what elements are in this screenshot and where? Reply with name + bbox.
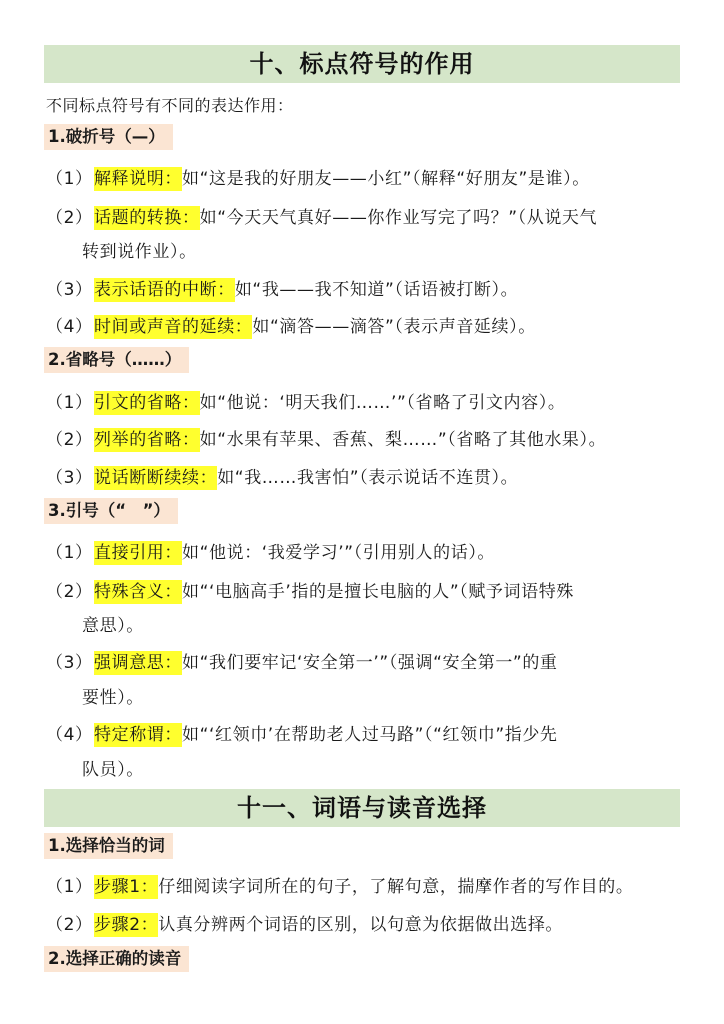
item-keyword: 特殊含义： xyxy=(94,582,182,602)
item-number: （3） xyxy=(46,280,93,300)
item-keyword: 步骤1： xyxy=(94,877,159,897)
item-number: （4） xyxy=(46,725,93,745)
item-text: 如“‘电脑高手’指的是擅长电脑的人”（赋予词语特殊 xyxy=(182,582,574,602)
item-text: 如“我们要牢记‘安全第一’”（强调“安全第一”的重 xyxy=(182,653,558,673)
item-text: 如“他说：‘我爱学习’”（引用别人的话）。 xyxy=(182,543,496,563)
item-text: 认真分辨两个词语的区别，以句意为依据做出选择。 xyxy=(158,915,564,935)
item-keyword: 直接引用： xyxy=(94,543,182,563)
list-item xyxy=(46,648,680,673)
item-number: （2） xyxy=(46,430,93,450)
item-keyword: 步骤2： xyxy=(94,915,159,935)
subsection-heading: 1.破折号（—） xyxy=(44,124,173,150)
item-number: （3） xyxy=(46,653,93,673)
item-number: （1） xyxy=(46,877,93,897)
subsection-heading: 2.选择正确的读音 xyxy=(44,946,189,972)
list-item xyxy=(46,164,680,189)
item-keyword: 话题的转换： xyxy=(94,208,200,228)
item-number: （3） xyxy=(46,468,93,488)
list-item xyxy=(46,910,680,935)
item-text: 如“今天天气真好——你作业写完了吗？”（从说天气 xyxy=(199,208,598,228)
item-text: 如“‘红领巾’在帮助老人过马路”（“红领巾”指少先 xyxy=(182,725,558,745)
item-continuation: 队员）。 xyxy=(82,760,144,780)
list-item xyxy=(46,425,680,450)
section-title: 十一、词语与读音选择 xyxy=(44,789,680,827)
item-keyword: 特定称谓： xyxy=(94,725,182,745)
subsection-heading: 3.引号（“ ”） xyxy=(44,498,178,524)
list-item xyxy=(46,275,680,300)
item-text: 如“滴答——滴答”（表示声音延续）。 xyxy=(252,317,536,337)
list-item xyxy=(46,388,680,413)
subsection-heading: 1.选择恰当的词 xyxy=(44,833,173,859)
item-text: 如“这是我的好朋友——小红”（解释“好朋友”是谁）。 xyxy=(182,169,590,189)
item-number: （1） xyxy=(46,543,93,563)
item-continuation: 意思）。 xyxy=(82,616,144,636)
item-number: （2） xyxy=(46,582,93,602)
item-number: （1） xyxy=(46,169,93,189)
list-item xyxy=(46,538,680,563)
item-text: 如“我——我不知道”（话语被打断）。 xyxy=(234,280,519,300)
item-keyword: 表示话语的中断： xyxy=(94,280,235,300)
item-continuation: 要性）。 xyxy=(82,688,144,708)
item-keyword: 引文的省略： xyxy=(94,393,200,413)
item-number: （2） xyxy=(46,915,93,935)
list-item xyxy=(46,720,680,745)
item-keyword: 解释说明： xyxy=(94,169,182,189)
item-number: （1） xyxy=(46,393,93,413)
subsection-heading: 2.省略号（……） xyxy=(44,347,189,373)
list-item xyxy=(46,463,680,488)
list-item xyxy=(46,203,680,228)
item-keyword: 列举的省略： xyxy=(94,430,200,450)
item-continuation: 转到说作业）。 xyxy=(82,242,197,262)
item-keyword: 时间或声音的延续： xyxy=(94,317,253,337)
item-text: 如“我……我害怕”（表示说话不连贯）。 xyxy=(217,468,519,488)
list-item xyxy=(46,312,680,337)
item-text: 仔细阅读字词所在的句子，了解句意，揣摩作者的写作目的。 xyxy=(158,877,634,897)
item-keyword: 说话断断续续： xyxy=(94,468,218,488)
item-text: 如“他说：‘明天我们……’”（省略了引文内容）。 xyxy=(199,393,566,413)
item-text: 如“水果有苹果、香蕉、梨……”（省略了其他水果）。 xyxy=(199,430,607,450)
item-keyword: 强调意思： xyxy=(94,653,182,673)
list-item xyxy=(46,872,680,897)
list-item xyxy=(46,577,680,602)
item-number: （2） xyxy=(46,208,93,228)
section-intro: 不同标点符号有不同的表达作用： xyxy=(46,96,294,115)
section-title: 十、标点符号的作用 xyxy=(44,45,680,83)
item-number: （4） xyxy=(46,317,93,337)
